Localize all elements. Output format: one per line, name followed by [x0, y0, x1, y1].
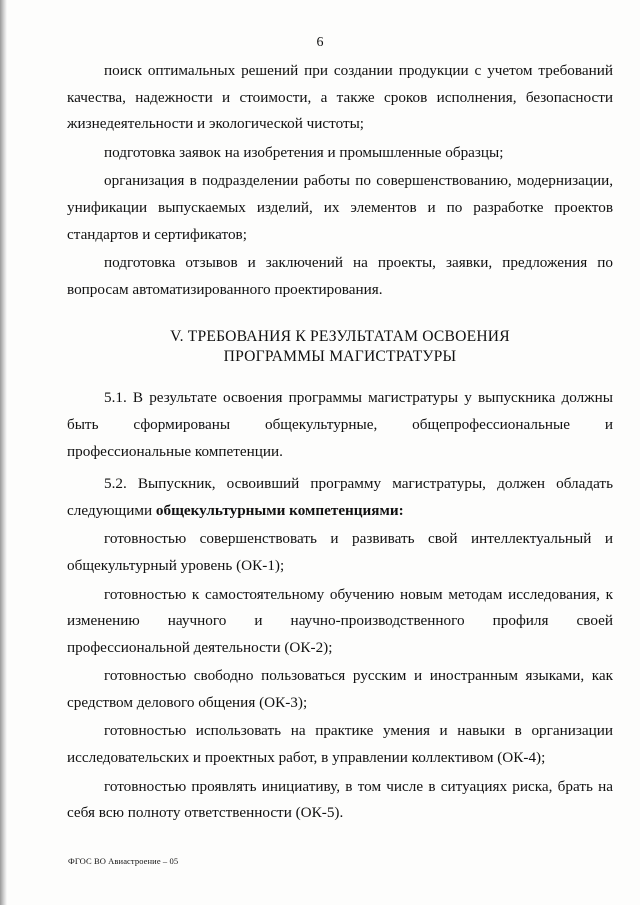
paragraph-invention-applications: подготовка заявок на изобретения и промышленные образцы; [104, 143, 504, 161]
paragraph-5-1: 5.1. В результате освоения программы магистратуры у выпускника должны быть сформированы общекультурные, общепрофессиональные и профессиональные компетенции. [67, 389, 613, 460]
competency-ok-1: готовностью совершенствовать и развивать свой интеллектуальный и общекультурный уровень (ОК-1); [67, 530, 613, 574]
paragraph-department-organization: организация в подразделении работы по совершенствованию, модернизации, унификации выпускаемых изделий, их элементов и по разработке проектов стандартов и сертификатов; [67, 172, 613, 243]
section-heading-line-1: V. ТРЕБОВАНИЯ К РЕЗУЛЬТАТАМ ОСВОЕНИЯ [170, 328, 510, 346]
paragraph-5-2-bold: общекультурными компетенциями: [155, 501, 404, 519]
competency-ok-3: готовностью свободно пользоваться русским и иностранным языками, как средством делового общения (ОК-3); [67, 667, 613, 711]
footer-document-code: ФГОС ВО Авиастроение – 05 [68, 856, 179, 866]
paragraph-5-2 [67, 471, 613, 524]
competency-ok-5: готовностью проявлять инициативу, в том числе в ситуациях риска, брать на себя всю полноту ответственности (ОК-5). [67, 777, 613, 822]
paragraph-search-solutions: поиск оптимальных решений при создании продукции с учетом требований качества, надежности и стоимости, а также сроков исполнения, безопасности жизнедеятельности и экологической чистоты; [67, 62, 613, 133]
competency-ok-4: готовностью использовать на практике умения и навыки в организации исследовательских и проектных работ, в управлении коллективом (ОК-4); [67, 722, 613, 767]
paragraph-5-2-text: 5.2. Выпускник, освоивший программу магистратуры, должен обладать следующими [67, 475, 613, 519]
competency-ok-2: готовностью к самостоятельному обучению новым методам исследования, к изменению научного и научно-производственного профиля своей профессиональной деятельности (ОК-2); [67, 585, 613, 656]
section-heading [67, 327, 613, 367]
scan-edge-shadow [0, 0, 7, 905]
section-heading-line-2: ПРОГРАММЫ МАГИСТРАТУРЫ [223, 348, 457, 366]
paragraph-reviews-preparation: подготовка отзывов и заключений на проекты, заявки, предложения по вопросам автоматизированного проектирования. [67, 254, 613, 298]
page-number: 6 [316, 35, 324, 50]
page-body [67, 58, 613, 827]
